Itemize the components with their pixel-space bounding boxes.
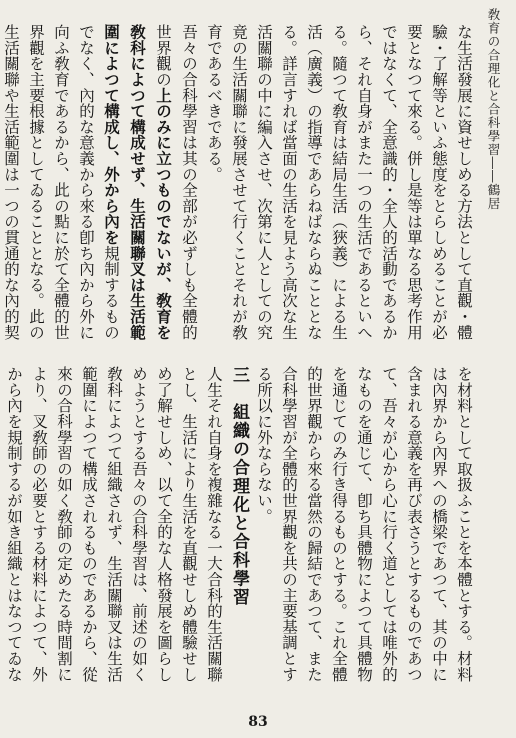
running-head: 敎育の合理化と合科學習――鶴居 (486, 8, 501, 211)
lower-text-block (6, 366, 476, 682)
upper-paragraph-1: な生活發展に資せしめる方法として直觀・體驗・了解等といふ態度をとらしめることが必要となつて來る。併し是等は單なる思考作用ではなくて、全意識的・全人的活動であるから、それ自身がまた一つの生活であるといへる。隨つて敎育は結局生活（狹義）による生活（廣義）の指導であらねばならぬこととなる。詳言すれば當面の生活を見よう高次な生活關聯の中に編入させ、次第に人としての究竟の生活關聯に發展させて行くことそれが敎育であるべきである。 (205, 24, 473, 340)
lower-paragraph-1: を材料として取扱ふことを本體とする。材料は內界から內界への橋梁であつて、其の中に含まれる意義を再び表さうとするものであつて、吾々が心から心に行く道としては唯外的なものを通じて、卽ち具體物によつて具體物を通じてのみ行き得るものとする。これ全體的世界觀から來る當然の歸結であつて、また合科學習が全體的世界觀を共の主要基調とする所以に外ならない。 (255, 366, 473, 682)
upper-paragraph-2 (0, 24, 201, 340)
lower-paragraph-2: 人生それ自身を複雜なる一大合科的生活關聯とし、生活により生活を直觀せしめ體驗せしめ了解せしめ、以て全的な人格發展を圖らしめようとする吾々の合科學習は、前述の如く敎科によつて組織されず、生活關聯叉は生活範圍によつて構成されるものであるから、從來の合科學習の如く敎師の定めたる時間割により、叉敎師の必要とする材料によつて、外から內を規制するが如き組織とはなつてゐな (5, 366, 223, 682)
upper-paragraph-2-lead: 吾々の合科學習は其の全部が必ずしも全體的世界觀の (154, 24, 198, 340)
section-heading: 三 組織の合理化と合科學習 (229, 366, 249, 607)
page-number: 83 (248, 714, 268, 730)
upper-paragraph-2-bold: 上のみに立つものでないが、敎育を敎科によつて構成せず、生活關聯叉は生活範圍によつて構成し、外から內を (102, 24, 173, 341)
upper-text-block (2, 24, 476, 341)
upper-paragraph-2-rest: 規制するものでなく、內的な意義から來る卽ち內から外に向ふ敎育であるから、此の點に於て全體的世界觀を主要根據としてゐることとなる。此の生活關聯や生活範圍は一つの貫通的な內的契 (2, 24, 120, 341)
